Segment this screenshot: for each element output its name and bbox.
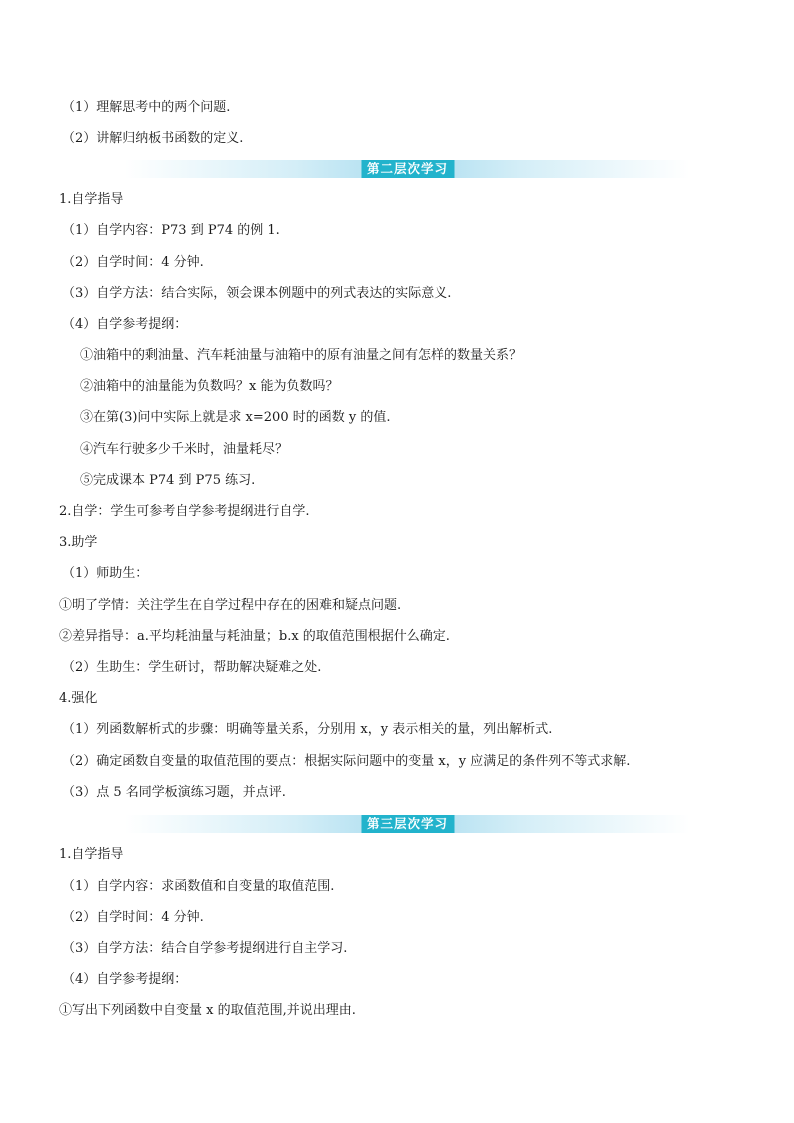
guide-content-3: （1）自学内容：求函数值和自变量的取值范围. — [62, 879, 335, 894]
assist-teacher-b: ②差异指导：a.平均耗油量与耗油量；b.x 的取值范围根据什么确定. — [59, 629, 450, 644]
outline-item-1: ①油箱中的剩油量、汽车耗油量与油箱中的原有油量之间有怎样的数量关系？ — [80, 348, 523, 363]
guide-method-3: （3）自学方法：结合自学参考提纲进行自主学习. — [62, 941, 348, 956]
reinforce-item-2: （2）确定函数自变量的取值范围的要点：根据实际问题中的变量 x，y 应满足的条件列不等式求解. — [62, 754, 631, 769]
heading-self-study-guide: 1.自学指导 — [59, 192, 124, 207]
guide-method: （3）自学方法：结合实际，领会课本例题中的列式表达的实际意义. — [62, 286, 452, 301]
intro-item-2: （2）讲解归纳板书函数的定义. — [62, 131, 244, 146]
heading-reinforce: 4.强化 — [59, 691, 98, 706]
guide-time: （2）自学时间：4 分钟. — [62, 255, 204, 270]
section-banner-label: 第二层次学习 — [361, 160, 454, 178]
guide-content: （1）自学内容：P73 到 P74 的例 1. — [62, 223, 280, 238]
assist-teacher: （1）师助生： — [62, 566, 149, 581]
outline-item-3-1: ①写出下列函数中自变量 x 的取值范围,并说出理由. — [59, 1003, 356, 1018]
reinforce-item-1: （1）列函数解析式的步骤：明确等量关系，分别用 x，y 表示相关的量，列出解析式. — [62, 722, 553, 737]
outline-item-2: ②油箱中的油量能为负数吗？x 能为负数吗？ — [80, 379, 339, 394]
section-banner-2 — [125, 160, 690, 178]
outline-item-3: ③在第(3)问中实际上就是求 x=200 时的函数 y 的值. — [80, 410, 391, 425]
guide-outline-3: （4）自学参考提纲： — [62, 972, 188, 987]
section-banner-3 — [125, 815, 690, 833]
intro-item-1: （1）理解思考中的两个问题. — [62, 100, 231, 115]
guide-time-3: （2）自学时间：4 分钟. — [62, 910, 204, 925]
assist-peer: （2）生助生：学生研讨，帮助解决疑难之处. — [62, 660, 322, 675]
heading-self-study-guide-3: 1.自学指导 — [59, 847, 124, 862]
outline-item-4: ④汽车行驶多少千米时，油量耗尽？ — [80, 442, 289, 457]
guide-outline: （4）自学参考提纲： — [62, 317, 188, 332]
outline-item-5: ⑤完成课本 P74 到 P75 练习. — [80, 473, 256, 488]
heading-assist: 3.助学 — [59, 535, 98, 550]
reinforce-item-3: （3）点 5 名同学板演练习题，并点评. — [62, 785, 286, 800]
heading-self-study: 2.自学：学生可参考自学参考提纲进行自学. — [59, 504, 310, 519]
assist-teacher-a: ①明了学情：关注学生在自学过程中存在的困难和疑点问题. — [59, 598, 402, 613]
section-banner-label: 第三层次学习 — [361, 815, 454, 833]
